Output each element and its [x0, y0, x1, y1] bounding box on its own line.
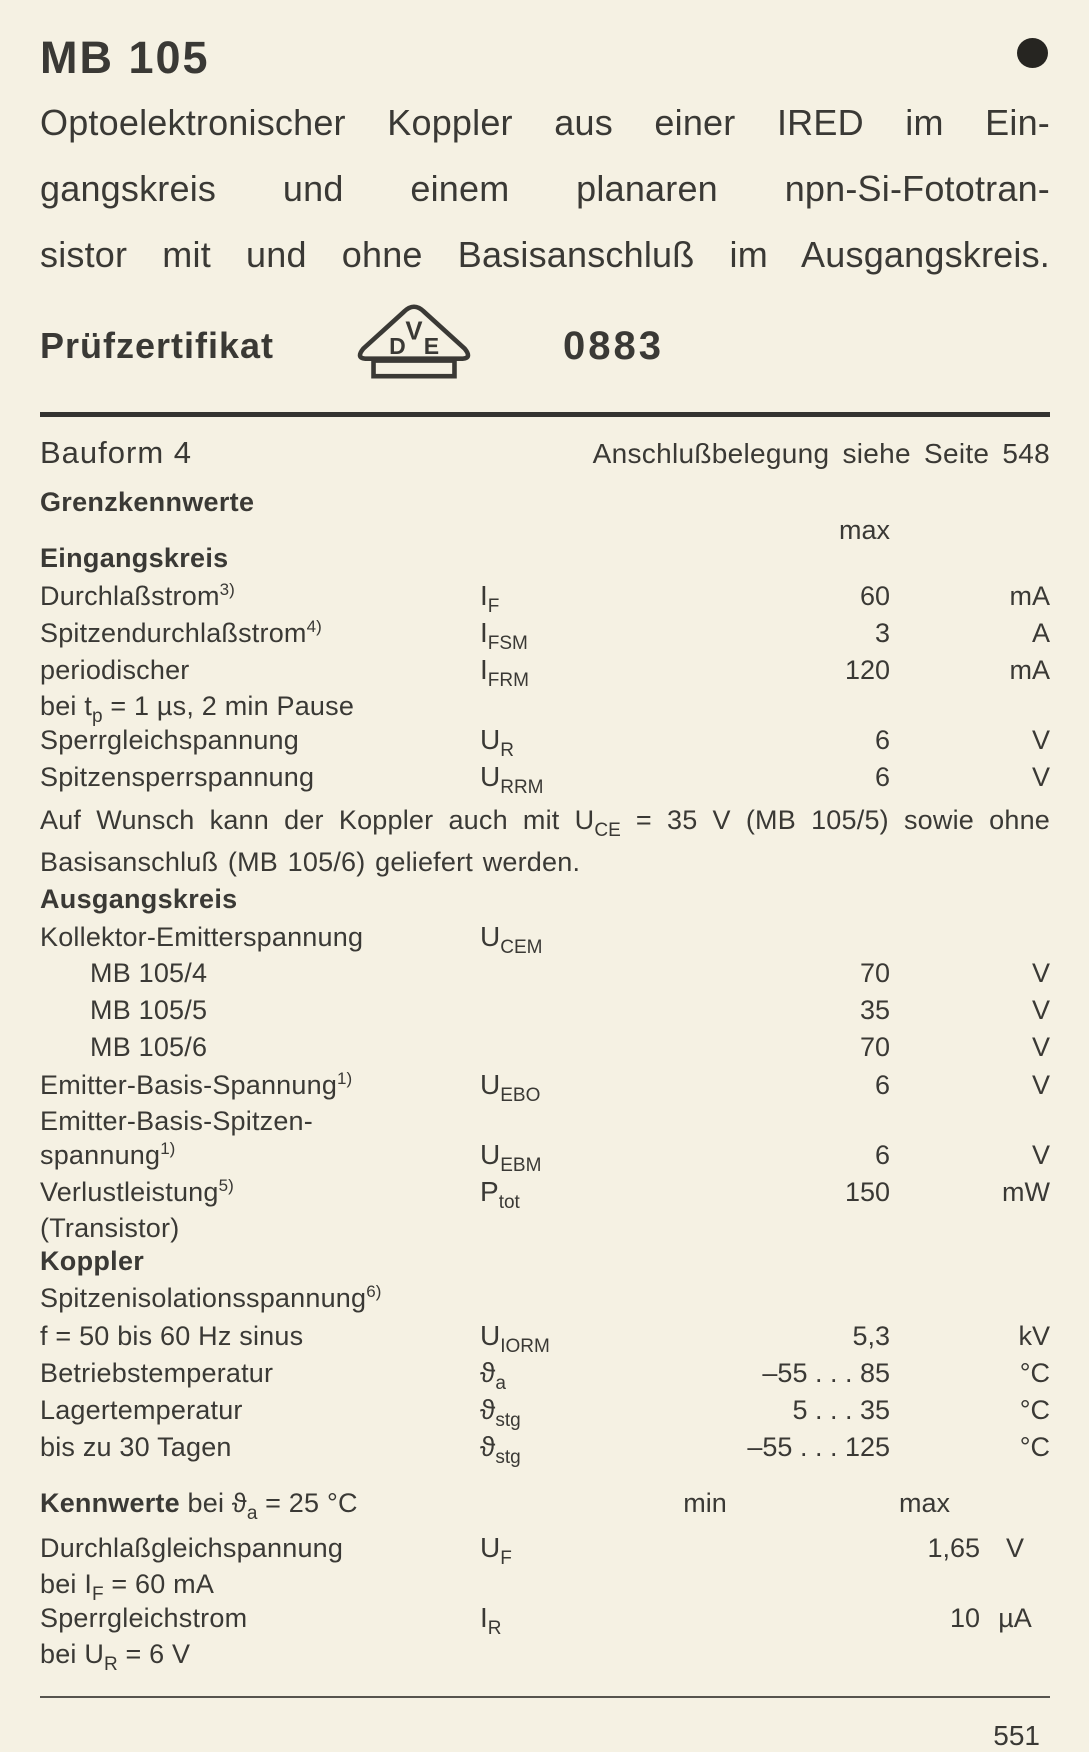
param-label: Verlustleistung$^{5)}$ [40, 1176, 234, 1207]
param-value: 5 . . . 35 [792, 1395, 890, 1425]
param-unit: mA [1009, 655, 1050, 685]
table-row [40, 921, 1050, 958]
param-value: 3 [874, 618, 890, 648]
param-value: 70 [859, 958, 890, 988]
param-symbol: $I_R$ [480, 1602, 502, 1639]
param-value: 70 [859, 1032, 890, 1062]
table-row [40, 1602, 1050, 1639]
section-heading [40, 884, 1050, 921]
param-symbol: $U_{IORM}$ [480, 1320, 550, 1357]
param-value: 35 [859, 995, 890, 1025]
limits-header [40, 487, 1050, 543]
param-value: 6 [874, 1140, 890, 1170]
description-line: gangskreis und einem planaren npn-Si-Fototran- [40, 168, 1050, 209]
param-label: spannung$^{1)}$ [40, 1139, 176, 1170]
param-symbol: $U_F$ [480, 1532, 512, 1569]
min-column-label: min [683, 1488, 727, 1518]
table-row [40, 1431, 1050, 1468]
bauform-label: Bauform 4 [40, 435, 193, 470]
characteristics-header [40, 1488, 1050, 1532]
limits-max-column-label: max [838, 515, 890, 545]
page-title: MB 105 [40, 32, 210, 83]
param-label: Emitter-Basis-Spitzen- [40, 1106, 313, 1136]
param-value: 150 [844, 1177, 890, 1207]
param-symbol: $U_{CEM}$ [480, 921, 543, 958]
param-symbol: $ϑ_{stg}$ [480, 1431, 521, 1468]
table-row [40, 617, 1050, 654]
characteristics-title: Kennwerte bei $ϑ_a = 25$ °C [40, 1488, 358, 1524]
param-symbol: $U_{EBM}$ [480, 1139, 542, 1176]
param-label: MB 105/6 [90, 1032, 208, 1062]
param-label: Lagertemperatur [40, 1395, 243, 1425]
param-label: MB 105/4 [90, 958, 208, 988]
table-row [40, 1139, 1050, 1176]
param-symbol: $U_{RRM}$ [480, 761, 544, 798]
param-max-value: 10 [949, 1603, 980, 1633]
param-label: Spitzenisolationsspannung$^{6)}$ [40, 1282, 382, 1313]
table-row [40, 1569, 1050, 1605]
param-unit: V [1005, 1533, 1024, 1563]
param-unit: mA [1009, 581, 1050, 611]
description-line: Optoelektronischer Koppler aus einer IRED im Ein- [40, 102, 1050, 143]
param-unit: °C [1019, 1432, 1050, 1462]
param-unit: V [1031, 762, 1050, 792]
param-unit: V [1031, 1070, 1050, 1100]
table-row [40, 1320, 1050, 1357]
param-value: 120 [844, 655, 890, 685]
table-row [40, 1639, 1050, 1675]
param-unit: µA [998, 1603, 1032, 1633]
certificate-row [40, 300, 1050, 392]
param-label: Sperrgleichspannung [40, 725, 299, 755]
table-row [40, 1357, 1050, 1394]
table-row [40, 1283, 1050, 1320]
vde-letter-e: E [423, 332, 440, 359]
limits-table [40, 543, 1050, 1468]
param-symbol: $ϑ_{stg}$ [480, 1394, 521, 1431]
param-label: Spitzendurchlaßstrom$^{4)}$ [40, 617, 322, 648]
param-value: –55 . . . 85 [762, 1358, 890, 1388]
param-value: –55 . . . 125 [747, 1432, 890, 1462]
table-row [40, 580, 1050, 617]
param-unit: mW [1002, 1177, 1050, 1207]
param-symbol: $I_{FSM}$ [480, 617, 528, 654]
param-unit: V [1031, 958, 1050, 988]
limits-title: Grenzkennwerte [40, 487, 255, 517]
vde-letter-d: D [389, 332, 406, 359]
param-value: 6 [874, 725, 890, 755]
param-label: bei $U_R = 6$ V [40, 1639, 191, 1675]
param-label: bis zu 30 Tagen [40, 1432, 232, 1462]
table-row [40, 1176, 1050, 1213]
param-unit: V [1031, 1140, 1050, 1170]
param-unit: °C [1019, 1395, 1050, 1425]
param-symbol: $P_{tot}$ [480, 1176, 520, 1213]
table-row [40, 724, 1050, 761]
certificate-label: Prüfzertifikat [40, 325, 275, 366]
param-label: Emitter-Basis-Spannung$^{1)}$ [40, 1069, 353, 1100]
table-row [40, 654, 1050, 691]
param-label: (Transistor) [40, 1213, 180, 1243]
param-unit: A [1031, 618, 1050, 648]
info-row [40, 435, 1050, 471]
param-unit: kV [1018, 1321, 1050, 1351]
table-row [40, 761, 1050, 798]
param-label: bei $I_F = 60$ mA [40, 1569, 215, 1605]
param-max-value: 1,65 [927, 1533, 980, 1563]
param-symbol: $U_R$ [480, 724, 514, 761]
param-value: 6 [874, 762, 890, 792]
param-unit: V [1031, 1032, 1050, 1062]
table-row [40, 1106, 1050, 1139]
table-row [40, 958, 1050, 995]
table-row [40, 1069, 1050, 1106]
section-heading [40, 1246, 1050, 1283]
description-line: sistor mit und ohne Basisanschluß im Ausgangskreis. [40, 234, 1050, 275]
table-note: Auf Wunsch kann der Koppler auch mit $U_{CE} = 35$ V (MB 105/5) sowie ohne Basisanschluß (MB 105/6) geliefert werden. [40, 805, 1050, 877]
param-symbol: $ϑ_a$ [480, 1357, 506, 1394]
vde-logo-icon [345, 299, 483, 394]
param-label: Eingangskreis [40, 543, 229, 573]
divider [40, 412, 1050, 417]
param-symbol: $U_{EBO}$ [480, 1069, 541, 1106]
table-row [40, 1532, 1050, 1569]
param-label: Koppler [40, 1246, 145, 1276]
divider [40, 1696, 1050, 1698]
param-label: Betriebstemperatur [40, 1358, 274, 1388]
param-label: Durchlaßstrom$^{3)}$ [40, 580, 235, 611]
section-heading [40, 543, 1050, 580]
param-symbol: $I_{FRM}$ [480, 654, 529, 691]
param-label: f = 50 bis 60 Hz sinus [40, 1321, 304, 1351]
param-label: Durchlaßgleichspannung [40, 1533, 344, 1563]
pinout-reference: Anschlußbelegung siehe Seite 548 [592, 438, 1050, 469]
table-row [40, 1213, 1050, 1246]
max-column-label: max [898, 1488, 950, 1518]
param-label: MB 105/5 [90, 995, 208, 1025]
table-row [40, 1394, 1050, 1431]
table-row [40, 1032, 1050, 1069]
param-label: Sperrgleichstrom [40, 1603, 248, 1633]
param-label: Spitzensperrspannung [40, 762, 315, 792]
param-label: Kollektor-Emitterspannung [40, 922, 364, 952]
table-row [40, 995, 1050, 1032]
param-unit: V [1031, 725, 1050, 755]
page-number: 551 [993, 1720, 1040, 1751]
title-bar [40, 26, 1050, 84]
param-label: bei $t_p = 1$ µs, 2 min Pause [40, 691, 355, 727]
param-value: 6 [874, 1070, 890, 1100]
param-unit: °C [1019, 1358, 1050, 1388]
param-value: 60 [859, 581, 890, 611]
param-unit: V [1031, 995, 1050, 1025]
param-symbol: $I_F$ [480, 580, 500, 617]
param-label: Ausgangskreis [40, 884, 238, 914]
param-label: periodischer [40, 655, 190, 685]
param-value: 5,3 [852, 1321, 890, 1351]
table-row [40, 691, 1050, 727]
vde-letter-v: V [405, 316, 423, 345]
certificate-number: 0883 [563, 323, 664, 368]
characteristics-table [40, 1532, 1050, 1675]
bullet-dot-icon [1017, 38, 1048, 68]
